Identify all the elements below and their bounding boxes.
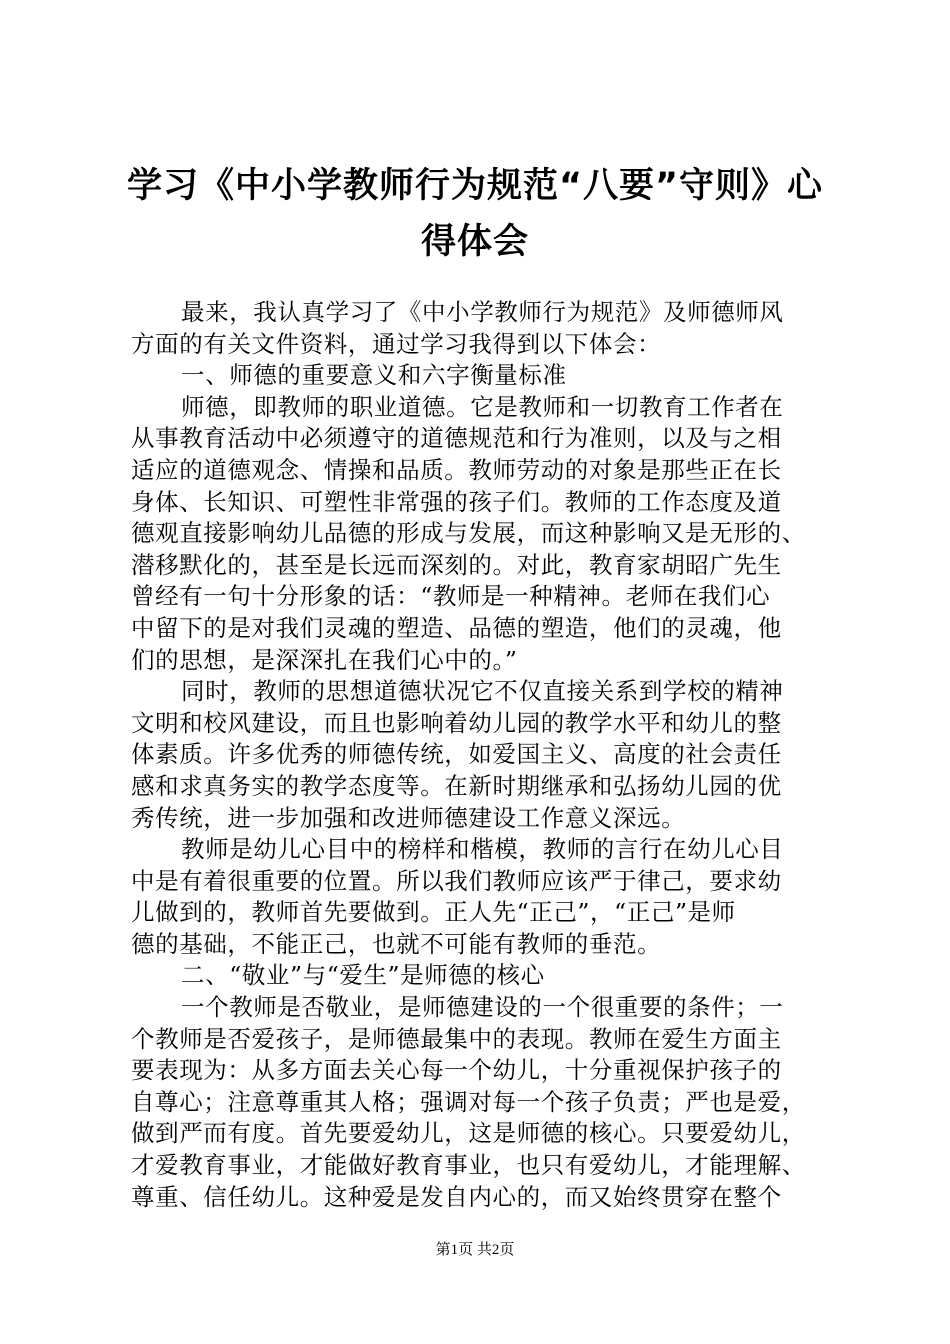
- paragraph-line: 个教师是否爱孩子，是师德最集中的表现。教师在爱生方面主: [131, 1024, 782, 1053]
- paragraph-line: 适应的道德观念、情操和品质。教师劳动的对象是那些正在长: [131, 455, 782, 484]
- paragraph-line: 感和求真务实的教学态度等。在新时期继承和弘扬幼儿园的优: [131, 771, 782, 800]
- title-line: 学习《中小学教师行为规范“八要”守则》心: [126, 166, 823, 206]
- paragraph-line: 方面的有关文件资料，通过学习我得到以下体会：: [131, 329, 662, 358]
- paragraph-line: 德观直接影响幼儿品德的形成与发展，而这种影响又是无形的、: [131, 519, 806, 548]
- paragraph-line: 中是有着很重要的位置。所以我们教师应该严于律己，要求幼: [131, 866, 782, 895]
- paragraph-line: 从事教育活动中必须遵守的道德规范和行为准则，以及与之相: [131, 424, 782, 453]
- document-title: [120, 158, 830, 270]
- paragraph-line: 体素质。许多优秀的师德传统，如爱国主义、高度的社会责任: [131, 740, 782, 769]
- paragraph-line: 师德，即教师的职业道德。它是教师和一切教育工作者在: [181, 392, 784, 421]
- paragraph-line: 德的基础，不能正己，也就不可能有教师的垂范。: [131, 929, 662, 958]
- paragraph-line: 曾经有一句十分形象的话：“教师是一种精神。老师在我们心: [131, 582, 771, 611]
- paragraph-line: 自尊心；注意尊重其人格；强调对每一个孩子负责；严也是爱，: [131, 1087, 806, 1116]
- section-heading: 二、“敬业”与“爱生”是师德的核心: [181, 961, 545, 990]
- paragraph-line: 做到严而有度。首先要爱幼儿，这是师德的核心。只要爱幼儿，: [131, 1119, 806, 1148]
- paragraph-line: 尊重、信任幼儿。这种爱是发自内心的，而又始终贯穿在整个: [131, 1182, 782, 1211]
- paragraph-line: 身体、长知识、可塑性非常强的孩子们。教师的工作态度及道: [131, 487, 782, 516]
- paragraph-line: 最来，我认真学习了《中小学教师行为规范》及师德师风: [181, 298, 784, 326]
- paragraph-line: 教师是幼儿心目中的榜样和楷模，教师的言行在幼儿心目: [181, 835, 784, 864]
- paragraph-line: 要表现为：从多方面去关心每一个幼儿，十分重视保护孩子的: [131, 1056, 782, 1085]
- section-heading: 一、师德的重要意义和六字衡量标准: [181, 361, 567, 390]
- paragraph-line: 儿做到的，教师首先要做到。正人先“正己”，“正己”是师: [131, 898, 736, 927]
- document-body: [131, 297, 831, 1213]
- paragraph-line: 才爱教育事业，才能做好教育事业，也只有爱幼儿，才能理解、: [131, 1151, 806, 1180]
- paragraph-line: 潜移默化的，甚至是长远而深刻的。对此，教育家胡昭广先生: [131, 550, 782, 579]
- paragraph-line: 同时，教师的思想道德状况它不仅直接关系到学校的精神: [181, 677, 784, 706]
- paragraph-line: 秀传统，进一步加强和改进师德建设工作意义深远。: [131, 803, 686, 832]
- title-line: 得体会: [420, 222, 529, 262]
- page-footer: 第1页 共2页: [435, 1242, 515, 1258]
- paragraph-line: 文明和校风建设，而且也影响着幼儿园的教学水平和幼儿的整: [131, 708, 782, 737]
- paragraph-line: 们的思想，是深深扎在我们心中的。”: [131, 645, 518, 674]
- paragraph-line: 中留下的是对我们灵魂的塑造、品德的塑造，他们的灵魂，他: [131, 613, 782, 642]
- paragraph-line: 一个教师是否敬业，是师德建设的一个很重要的条件；一: [181, 993, 784, 1022]
